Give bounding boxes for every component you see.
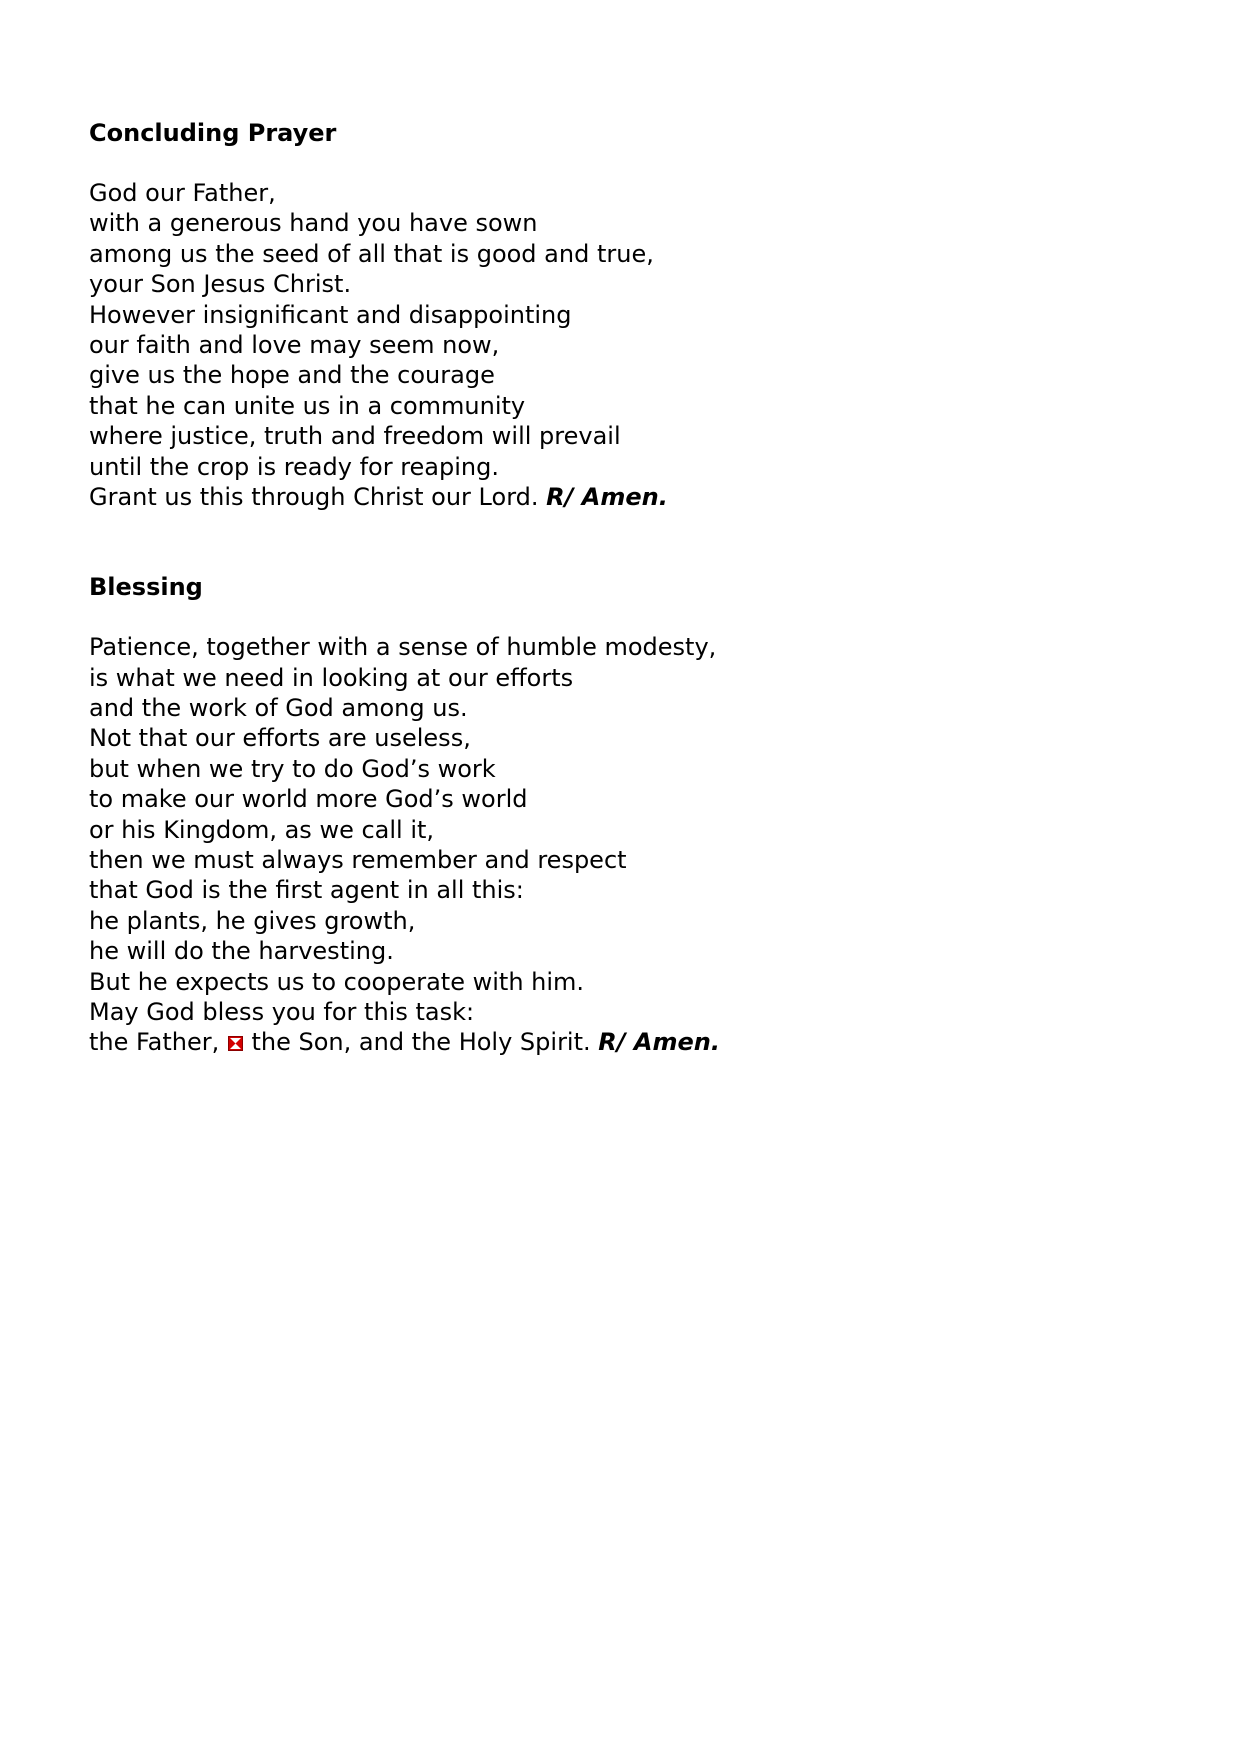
prayer-line: However insignificant and disappointing bbox=[89, 300, 572, 329]
section-divider-space bbox=[89, 512, 1189, 572]
prayer-line: with a generous hand you have sown bbox=[89, 209, 538, 238]
blessing-line: that God is the first agent in all this: bbox=[89, 876, 524, 905]
prayer-line: give us the hope and the courage bbox=[89, 361, 495, 390]
concluding-prayer-text bbox=[89, 178, 1189, 512]
blessing-line: he will do the harvesting. bbox=[89, 937, 394, 966]
amen-response: R/ Amen. bbox=[598, 1028, 720, 1057]
blessing-line: Not that our efforts are useless, bbox=[89, 724, 471, 753]
prayer-last-line-text: Grant us this through Christ our Lord. bbox=[89, 482, 539, 511]
blessing-last-line-start: the Father, bbox=[89, 1028, 220, 1057]
document-page bbox=[89, 118, 1189, 1058]
blessing-line: then we must always remember and respect bbox=[89, 846, 627, 875]
prayer-line: among us the seed of all that is good and true, bbox=[89, 239, 654, 268]
prayer-line: God our Father, bbox=[89, 179, 276, 207]
blessing-last-line bbox=[89, 1027, 1189, 1057]
blessing-heading: Blessing bbox=[89, 573, 203, 602]
red-cross-icon bbox=[228, 1028, 243, 1043]
prayer-line: where justice, truth and freedom will prevail bbox=[89, 422, 621, 451]
blessing-line: to make our world more God’s world bbox=[89, 785, 528, 814]
prayer-line: until the crop is ready for reaping. bbox=[89, 452, 499, 481]
blessing-text bbox=[89, 632, 1189, 1057]
blessing-line: he plants, he gives growth, bbox=[89, 906, 416, 935]
prayer-line: your Son Jesus Christ. bbox=[89, 270, 352, 299]
blessing-line: But he expects us to cooperate with him. bbox=[89, 967, 585, 996]
prayer-last-line bbox=[89, 482, 1189, 512]
blessing-line: May God bless you for this task: bbox=[89, 997, 475, 1026]
blessing-last-line-end: the Son, and the Holy Spirit. bbox=[251, 1028, 591, 1057]
concluding-prayer-heading: Concluding Prayer bbox=[89, 119, 337, 147]
red-cross-icon-graphic bbox=[228, 1036, 243, 1051]
blessing-line: is what we need in looking at our efforts bbox=[89, 663, 574, 692]
amen-response: R/ Amen. bbox=[546, 482, 668, 511]
blessing-line: Patience, together with a sense of humble modesty, bbox=[89, 633, 717, 662]
prayer-line: that he can unite us in a community bbox=[89, 391, 526, 420]
blessing-line: and the work of God among us. bbox=[89, 694, 468, 723]
prayer-line: our faith and love may seem now, bbox=[89, 330, 500, 359]
blessing-line: but when we try to do God’s work bbox=[89, 754, 496, 783]
blessing-line: or his Kingdom, as we call it, bbox=[89, 815, 435, 844]
